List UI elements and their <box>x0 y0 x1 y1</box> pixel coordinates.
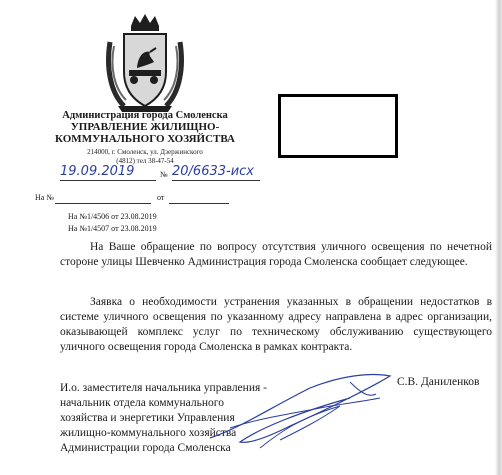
outgoing-number: 20/6633-исх <box>172 164 254 179</box>
number-sign: № <box>160 170 168 179</box>
outgoing-date: 19.09.2019 <box>60 164 135 179</box>
handwritten-signature <box>200 368 410 458</box>
redacted-addressee-box <box>278 94 398 158</box>
department-address: 214000, г. Смоленск, ул. Дзержинского (4812) тел 38-47-54 <box>87 148 203 165</box>
signatory-position: И.о. заместителя начальника управления - начальник отдела коммунального хозяйства и энергетики Управления жилищно-коммунального хозяйства Администрации города Смоленска <box>60 382 267 454</box>
body-paragraph-2: Заявка о необходимости устранения указанных в обращении недостатков в системе уличного освещения по указанному адресу направлена в адрес организации, оказывающей комплекс услуг по техническому обслуживанию существующего уличного освещения города Смоленска в рамках контракта. <box>60 296 492 353</box>
reply-from-underline <box>169 203 229 204</box>
date-underline <box>60 180 156 181</box>
body-paragraph-1: На Ваше обращение по вопросу отсутствия уличного освещения по нечетной стороне улицы Шевченко Администрация города Смоленска сообщает следующее. <box>60 241 492 268</box>
reply-to-from-label: от <box>157 193 165 202</box>
reply-to-underline <box>55 203 151 204</box>
coat-of-arms-emblem <box>104 12 186 116</box>
org-city-admin: Администрация города Смоленска <box>62 110 228 121</box>
signatory-name: С.В. Даниленков <box>397 376 480 388</box>
reply-to-label: На № <box>35 193 54 202</box>
outgoing-line <box>60 164 270 184</box>
reply-to-line <box>35 193 245 205</box>
reference-1: На №1/4506 от 23.08.2019 <box>68 212 157 221</box>
page-edge-shadow <box>495 0 502 475</box>
reference-2: На №1/4507 от 23.08.2019 <box>68 224 157 233</box>
number-underline <box>172 180 260 181</box>
department-title: УПРАВЛЕНИЕ ЖИЛИЩНО- КОММУНАЛЬНОГО ХОЗЯЙСТВА <box>55 121 235 145</box>
